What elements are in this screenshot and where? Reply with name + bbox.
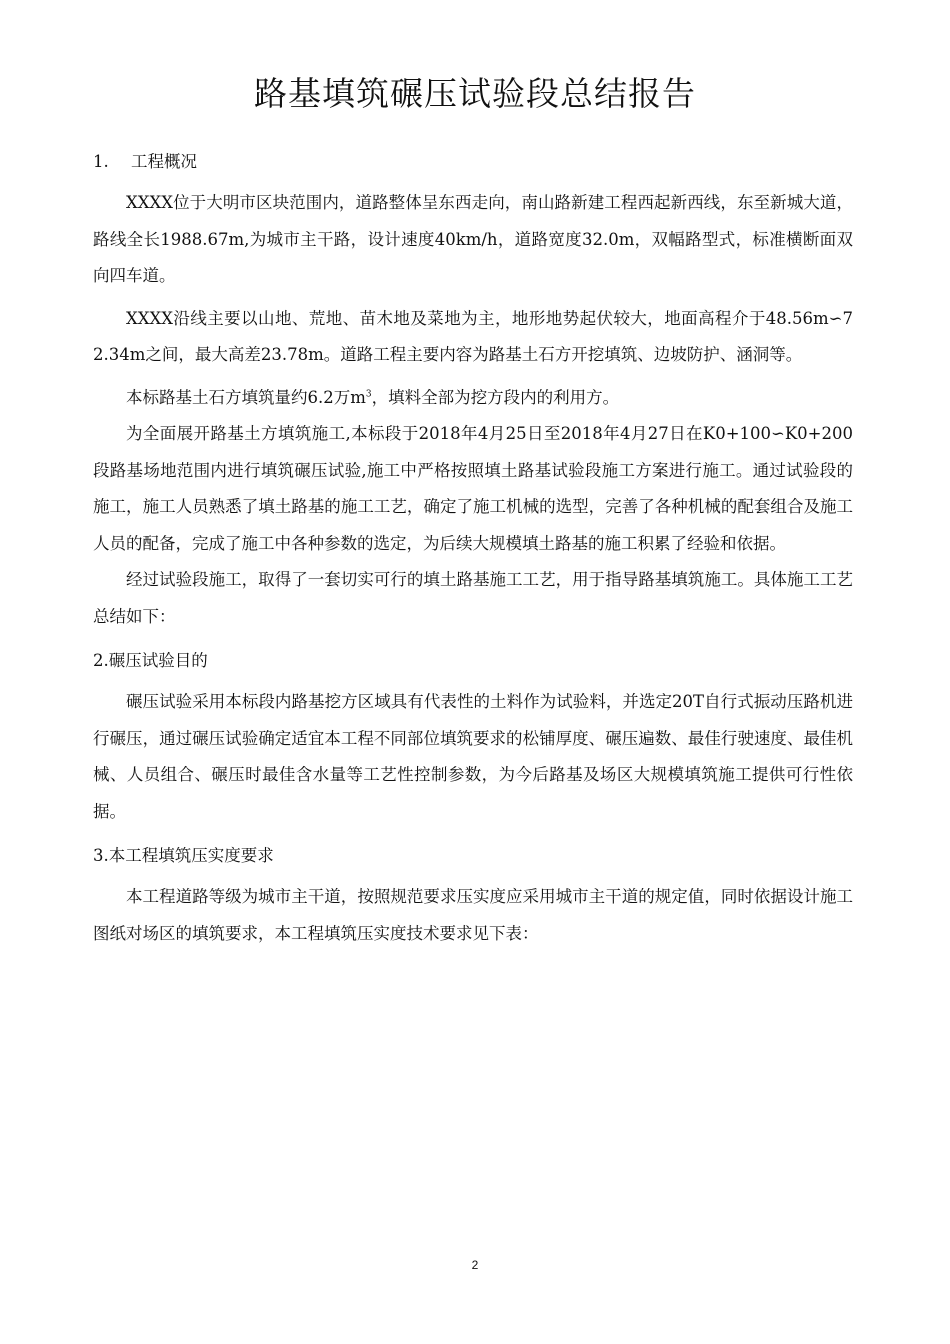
section-1-paragraph: XXXX沿线主要以山地、荒地、苗木地及菜地为主，地形地势起伏较大，地面高程介于48.56m∽72.34m之间，最大高差23.78m。道路工程主要内容为路基土石方开挖填筑、边坡防护、涵洞等。	[93, 308, 853, 364]
section-2-number: 2.	[93, 651, 109, 670]
section-3-heading	[93, 838, 853, 874]
volume-text-after: ，填料全部为挖方段内的利用方。	[371, 387, 620, 407]
section-1-volume-paragraph	[93, 380, 853, 417]
document-body	[93, 144, 853, 952]
section-3-paragraph: 本工程道路等级为城市主干道，按照规范要求压实度应采用城市主干道的规定值，同时依据设计施工图纸对场区的填筑要求，本工程填筑压实度技术要求见下表：	[93, 887, 853, 943]
section-1-number: 1.	[93, 152, 109, 171]
section-1-heading	[93, 144, 853, 180]
section-1-paragraph: 经过试验段施工，取得了一套切实可行的填土路基施工工艺，用于指导路基填筑施工。具体施工工艺总结如下：	[93, 570, 853, 626]
section-1-paragraph: XXXX位于大明市区块范围内，道路整体呈东西走向，南山路新建工程西起新西线，东至新城大道，路线全长1988.67m,为城市主干路，设计速度40km/h，道路宽度32.0m，双幅路型式，标准横断面双向四车道。	[93, 193, 853, 285]
cubic-superscript: 3	[365, 389, 372, 399]
section-3-title: 本工程填筑压实度要求	[108, 846, 274, 865]
section-2-paragraph: 碾压试验采用本标段内路基挖方区域具有代表性的土料作为试验料，并选定20T自行式振动压路机进行碾压，通过碾压试验确定适宜本工程不同部位填筑要求的松铺厚度、碾压遍数、最佳行驶速度、最佳机械、人员组合、碾压时最佳含水量等工艺性控制参数，为今后路基及场区大规模填筑施工提供可行性依据。	[93, 692, 853, 821]
section-1-paragraph: 为全面展开路基土方填筑施工,本标段于2018年4月25日至2018年4月27日在K0+100∽K0+200段路基场地范围内进行填筑碾压试验,施工中严格按照填土路基试验段施工方案进行施工。通过试验段的施工，施工人员熟悉了填土路基的施工工艺，确定了施工机械的选型，完善了各种机械的配套组合及施工人员的配备，完成了施工中各种参数的选定，为后续大规模填土路基的施工积累了经验和依据。	[93, 424, 853, 553]
section-2-title: 碾压试验目的	[108, 651, 208, 670]
document-title: 路基填筑碾压试验段总结报告	[254, 74, 696, 113]
section-1-title: 工程概况	[131, 152, 197, 171]
volume-text: 本标路基土石方填筑量约6.2万m	[126, 387, 366, 407]
section-3-number: 3.	[93, 846, 109, 865]
page-number: 2	[471, 1258, 479, 1272]
section-2-heading	[93, 643, 853, 679]
